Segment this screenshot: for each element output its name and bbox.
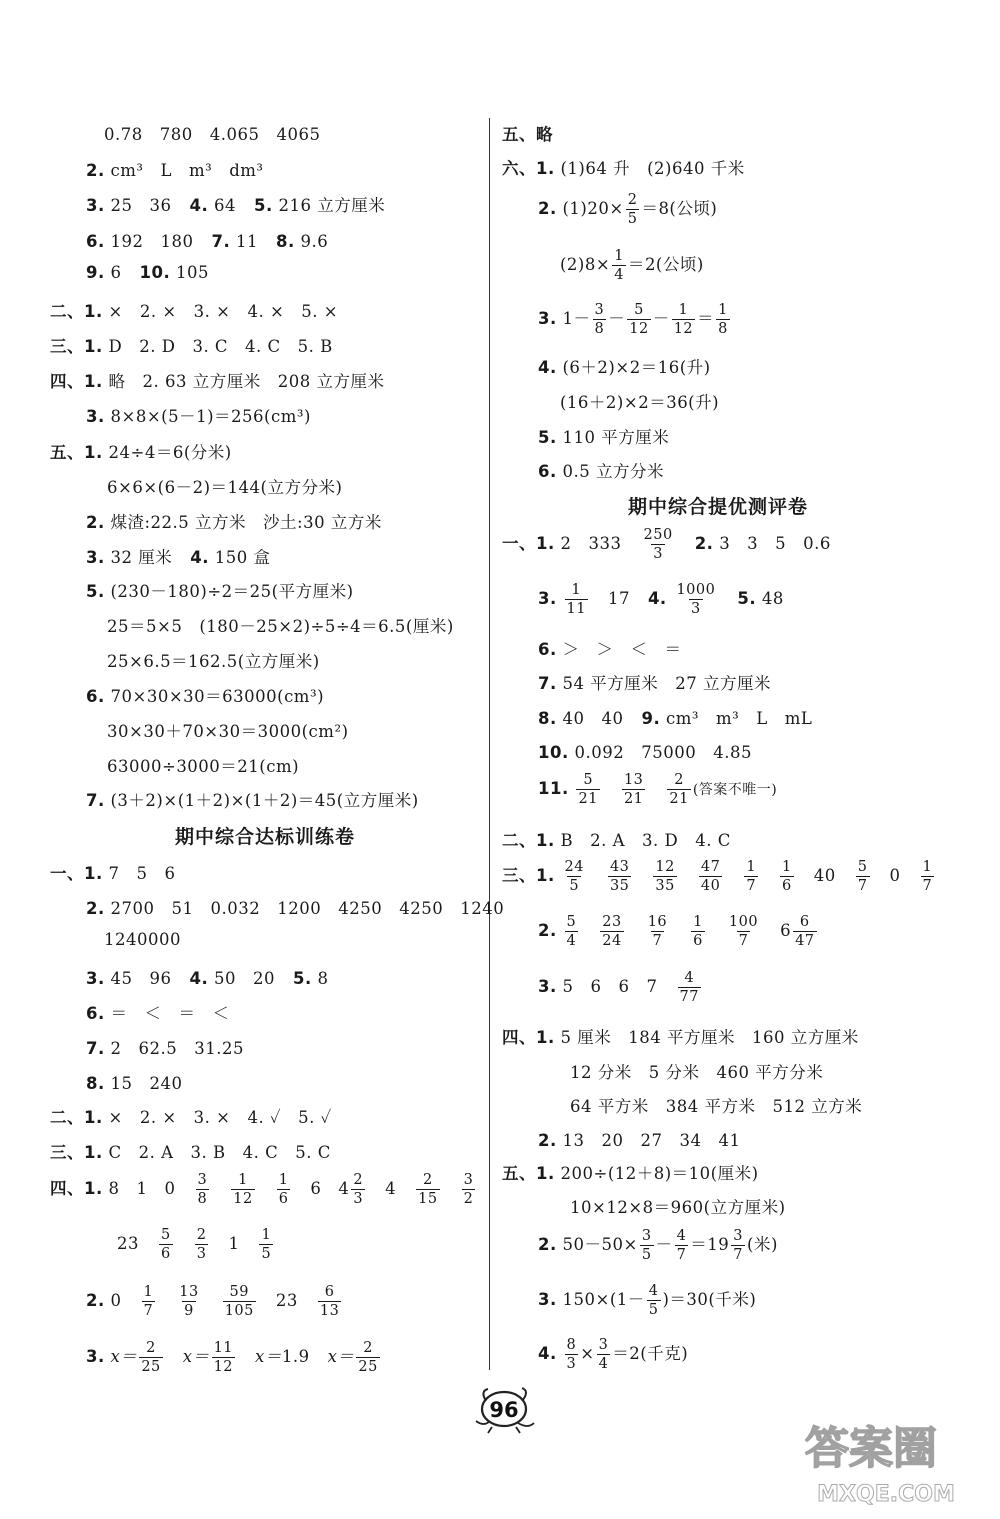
answer-line: 3. 25 36 4. 64 5. 216 立方厘米 [86,196,386,215]
answer-line: 7. 54 平方厘米 27 立方厘米 [538,674,771,693]
section-wu: 五、1. 200÷(12＋8)＝10(厘米) [502,1164,759,1183]
answer-line: 2. $\frac{5}{4}$ $\frac{23}{24}$ $\frac{16}{7}$ $\frac{1}{6}$ $\frac{100}{7}$ 6 $\frac{6}{47}$ [538,914,815,949]
answer-line: 4. (6＋2)×2＝16(升) [538,358,711,377]
section-er: 二、1. × 2. × 3. × 4. × 5. × [50,302,339,321]
section-si: 四、1. 略 2. 63 立方厘米 208 立方厘米 [50,372,385,391]
answer-line: 1240000 [104,930,181,949]
column-divider [489,118,490,1370]
section-title: 期中综合达标训练卷 [175,826,356,848]
answer-line: 7. 2 62.5 31.25 [86,1039,244,1058]
section-wu: 五、略 [502,125,553,144]
section-title: 期中综合提优测评卷 [628,496,809,518]
section-er: 二、1. B 2. A 3. D 4. C [502,831,731,850]
answer-line: 64 平方米 384 平方米 512 立方米 [570,1097,863,1116]
section-liu: 六、1. (1)64 升 (2)640 千米 [502,159,745,178]
answer-line: 3. $\frac{1}{11}$ 17 4. $\frac{1000}{3}$ 5. 48 [538,582,784,617]
answer-line: 6×6×(6－2)＝144(立方分米) [107,478,343,497]
answer-line: 2. cm³ L m³ dm³ [86,161,264,180]
answer-line: 3. 32 厘米 4. 150 盒 [86,548,271,567]
answer-line: 2. 2700 51 0.032 1200 4250 4250 1240 [86,899,505,918]
answer-line: 2. 煤渣:22.5 立方米 沙土:30 立方米 [86,513,382,532]
answer-line: 8. 40 40 9. cm³ m³ L mL [538,709,813,728]
answer-line: 3. 8×8×(5－1)＝256(cm³) [86,407,311,426]
answer-line: (16＋2)×2＝36(升) [560,393,720,412]
answer-line: 3. x＝ $\frac{2}{25}$ x＝ $\frac{11}{12}$ x＝1.9 x＝ $\frac{2}{25}$ [86,1340,378,1375]
answer-line: 5. 110 平方厘米 [538,428,670,447]
answer-line: 6. 0.5 立方分米 [538,462,664,481]
answer-line: 6. ＞ ＞ ＜ ＝ [538,640,682,659]
section-san: 三、1. $\frac{24}{5}$ $\frac{43}{35}$ $\frac{12}{35}$ $\frac{47}{40}$ $\frac{1}{7}$ $\frac{1}{6}$ 40 $\frac{5}{7}$ 0 $\frac{1}{7}$ [502,859,933,894]
answer-line: 25＝5×5 (180－25×2)÷5÷4＝6.5(厘米) [107,617,454,636]
section-yi: 一、1. 7 5 6 [50,864,176,883]
answer-line: 3. 45 96 4. 50 20 5. 8 [86,969,329,988]
answer-line: 2. (1)20× $\frac{2}{5}$ ＝8(公顷) [538,192,718,227]
answer-line: 5. (230－180)÷2＝25(平方厘米) [86,582,354,601]
section-wu: 五、1. 24÷4＝6(分米) [50,443,232,462]
answer-line: 3. 150×(1－ $\frac{4}{5}$ )＝30(千米) [538,1283,757,1318]
answer-line: 4. $\frac{8}{3}$ × $\frac{3}{4}$ ＝2(千克) [538,1337,689,1372]
section-san: 三、1. D 2. D 3. C 4. C 5. B [50,337,333,356]
answer-line: 30×30＋70×30＝3000(cm²) [107,722,349,741]
answer-line: 10. 0.092 75000 4.85 [538,743,752,762]
section-yi: 一、1. 2 333 $\frac{250}{3}$ 2. 3 3 5 0.6 [502,527,831,562]
section-si: 四、1. 5 厘米 184 平方厘米 160 立方厘米 [502,1028,859,1047]
answer-line: 8. 15 240 [86,1074,183,1093]
page-number-badge [470,1375,540,1435]
answer-line: (2)8× $\frac{1}{4}$ ＝2(公顷) [560,248,704,283]
answer-line: 3. 5 6 6 7 $\frac{4}{77}$ [538,970,699,1005]
page-number: 96 [489,1398,519,1422]
answer-line: 6. 192 180 7. 11 8. 9.6 [86,232,329,251]
answer-line: 2. 50－50× $\frac{3}{5}$ － $\frac{4}{7}$ ＝19 $\frac{3}{7}$ (米) [538,1228,778,1263]
answer-line: 10×12×8＝960(立方厘米) [570,1198,786,1217]
answer-line: 2. 0 $\frac{1}{7}$ $\frac{13}{9}$ $\frac{59}{105}$ 23 $\frac{6}{13}$ [86,1284,340,1319]
answer-line: 6. ＝ ＜ ＝ ＜ [86,1004,230,1023]
answer-line: 2. 13 20 27 34 41 [538,1131,741,1150]
section-si: 四、1. 8 1 0 $\frac{3}{8}$ $\frac{1}{12}$ $\frac{1}{6}$ 6 4 $\frac{2}{3}$ 4 $\frac{2}{15}$ $\frac{3}{2}$ [50,1172,474,1207]
svg-text:MXQE.COM: MXQE.COM [817,1482,955,1507]
answer-line: 3. 1－ $\frac{3}{8}$ － $\frac{5}{12}$ － $\frac{1}{12}$ ＝ $\frac{1}{8}$ [538,302,728,337]
answer-line: 7. (3＋2)×(1＋2)×(1＋2)＝45(立方厘米) [86,791,419,810]
svg-text:答案圈: 答案圈 [805,1423,937,1474]
section-er: 二、1. × 2. × 3. × 4. ✓ 5. ✓ [50,1108,332,1127]
answer-line: 0.78 780 4.065 4065 [104,125,321,144]
answer-line: 63000÷3000＝21(cm) [107,757,300,776]
answer-line: 23 $\frac{5}{6}$ $\frac{2}{3}$ 1 $\frac{1}{5}$ [117,1227,272,1262]
answer-line: 6. 70×30×30＝63000(cm³) [86,687,325,706]
watermark-logo [756,1411,986,1511]
section-san: 三、1. C 2. A 3. B 4. C 5. C [50,1143,331,1162]
answer-line: 11. $\frac{5}{21}$ $\frac{13}{21}$ $\frac{2}{21}$ (答案不唯一) [538,772,778,807]
answer-line: 9. 6 10. 105 [86,263,209,282]
answer-line: 12 分米 5 分米 460 平方分米 [570,1063,824,1082]
answer-line: 25×6.5＝162.5(立方厘米) [107,652,320,671]
